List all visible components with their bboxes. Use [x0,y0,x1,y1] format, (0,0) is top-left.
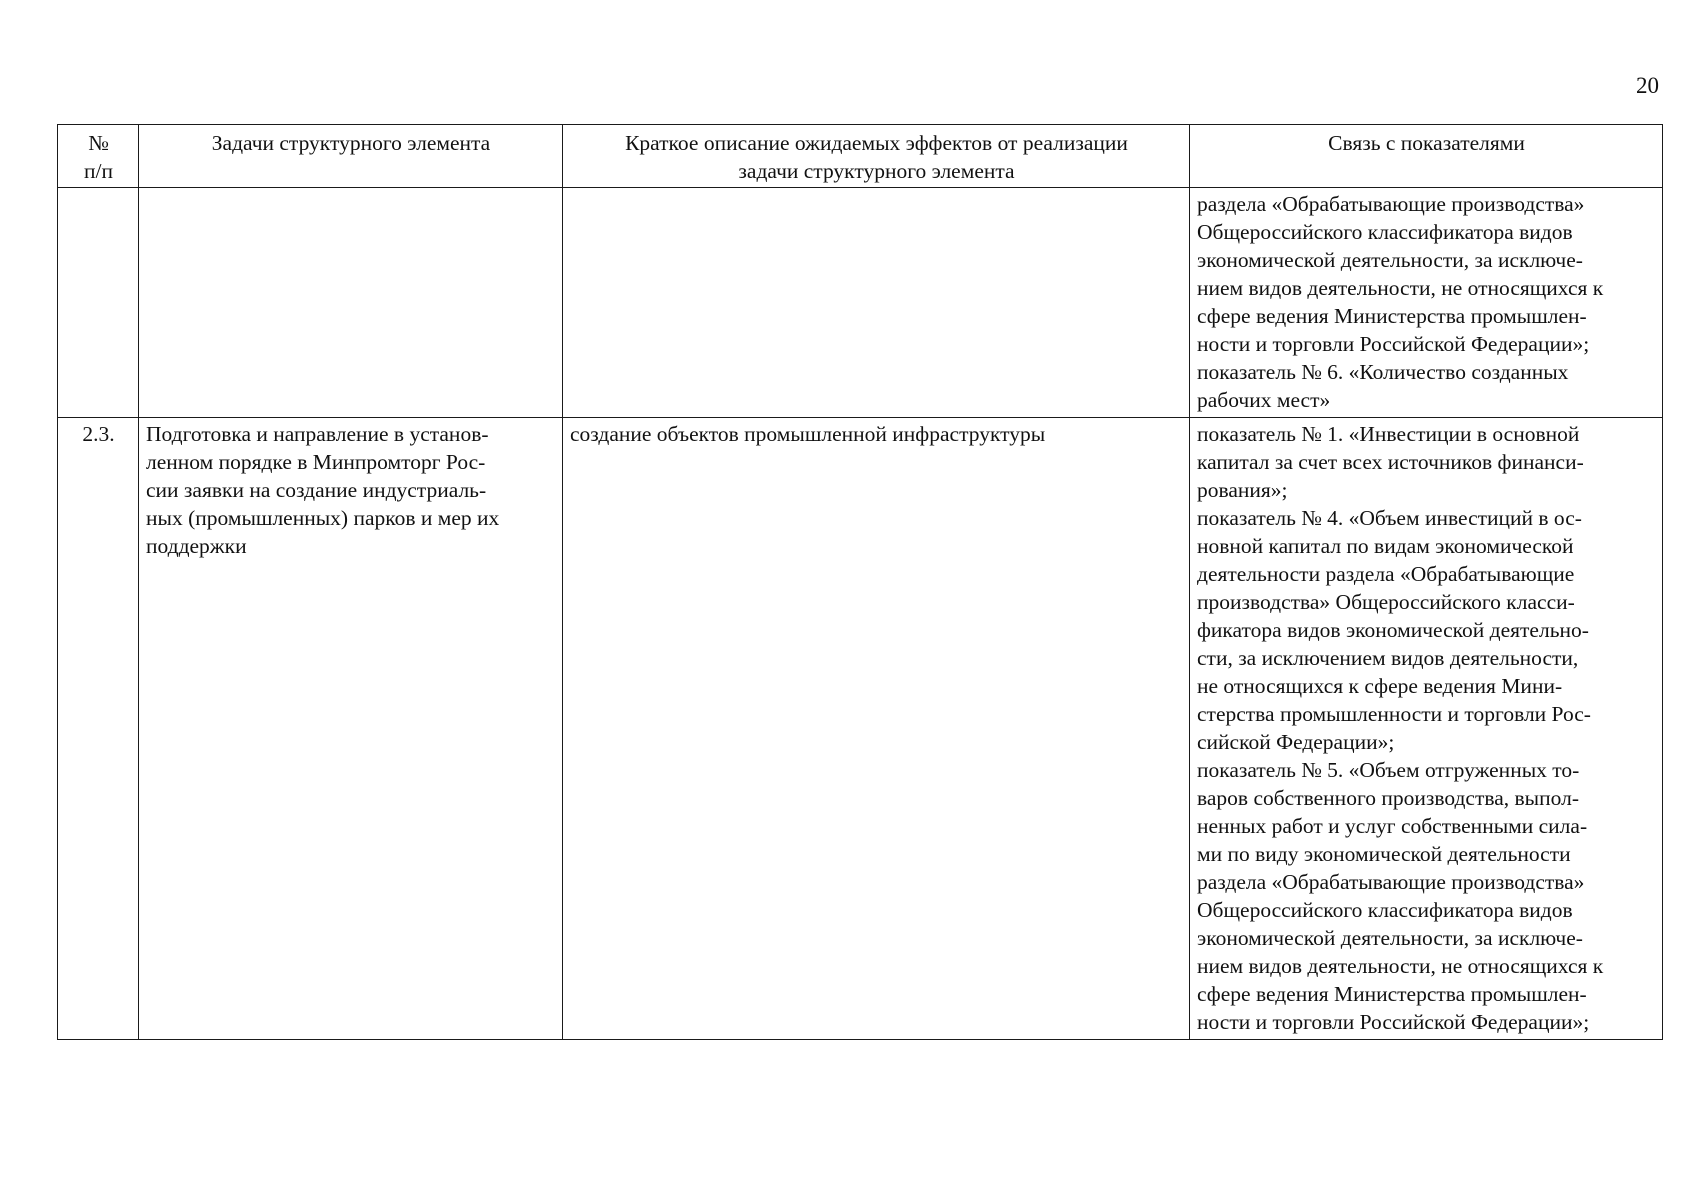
task-cell [139,188,563,418]
table-row [58,188,1663,418]
indicators-cell: раздела «Обрабатывающие производства» Общероссийского классификатора видов экономической деятельности, за исключе- нием видов деятельности, не относящихся к сфере ведения Министерства промышлен- ности и торговли Российской Федерации»; показатель № 6. «Количество созданных рабочих мест» [1190,188,1663,418]
table-header-row [58,125,1663,188]
row-number-cell [58,188,139,418]
page-number: 20 [1636,73,1659,98]
tasks-table [57,124,1663,1040]
header-number: № п/п [58,125,139,188]
task-cell: Подготовка и направление в установ- ленном порядке в Минпромторг Рос- сии заявки на создание индустриаль- ных (промышленных) парков и мер их поддержки [139,418,563,1040]
header-tasks: Задачи структурного элемента [139,125,563,188]
description-cell: создание объектов промышленной инфраструктуры [563,418,1190,1040]
row-number-cell: 2.3. [58,418,139,1040]
table-row [58,418,1663,1040]
description-cell [563,188,1190,418]
indicators-cell: показатель № 1. «Инвестиции в основной капитал за счет всех источников финанси- рования»; показатель № 4. «Объем инвестиций в ос- новной капитал по видам экономической деятельности раздела «Обрабатывающие производства» Общероссийского класси- фикатора видов экономической деятельно- сти, за исключением видов деятельности, не относящихся к сфере ведения Мини- стерства промышленности и торговли Рос- сийской Федерации»; показатель № 5. «Объем отгруженных то- варов собственного производства, выпол- ненных работ и услуг собственными сила- ми по виду экономической деятельности раздела «Обрабатывающие производства» Общероссийского классификатора видов экономической деятельности, за исключе- нием видов деятельности, не относящихся к сфере ведения Министерства промышлен- ности и торговли Российской Федерации»; [1190,418,1663,1040]
header-indicators: Связь с показателями [1190,125,1663,188]
header-description: Краткое описание ожидаемых эффектов от реализации задачи структурного элемента [563,125,1190,188]
